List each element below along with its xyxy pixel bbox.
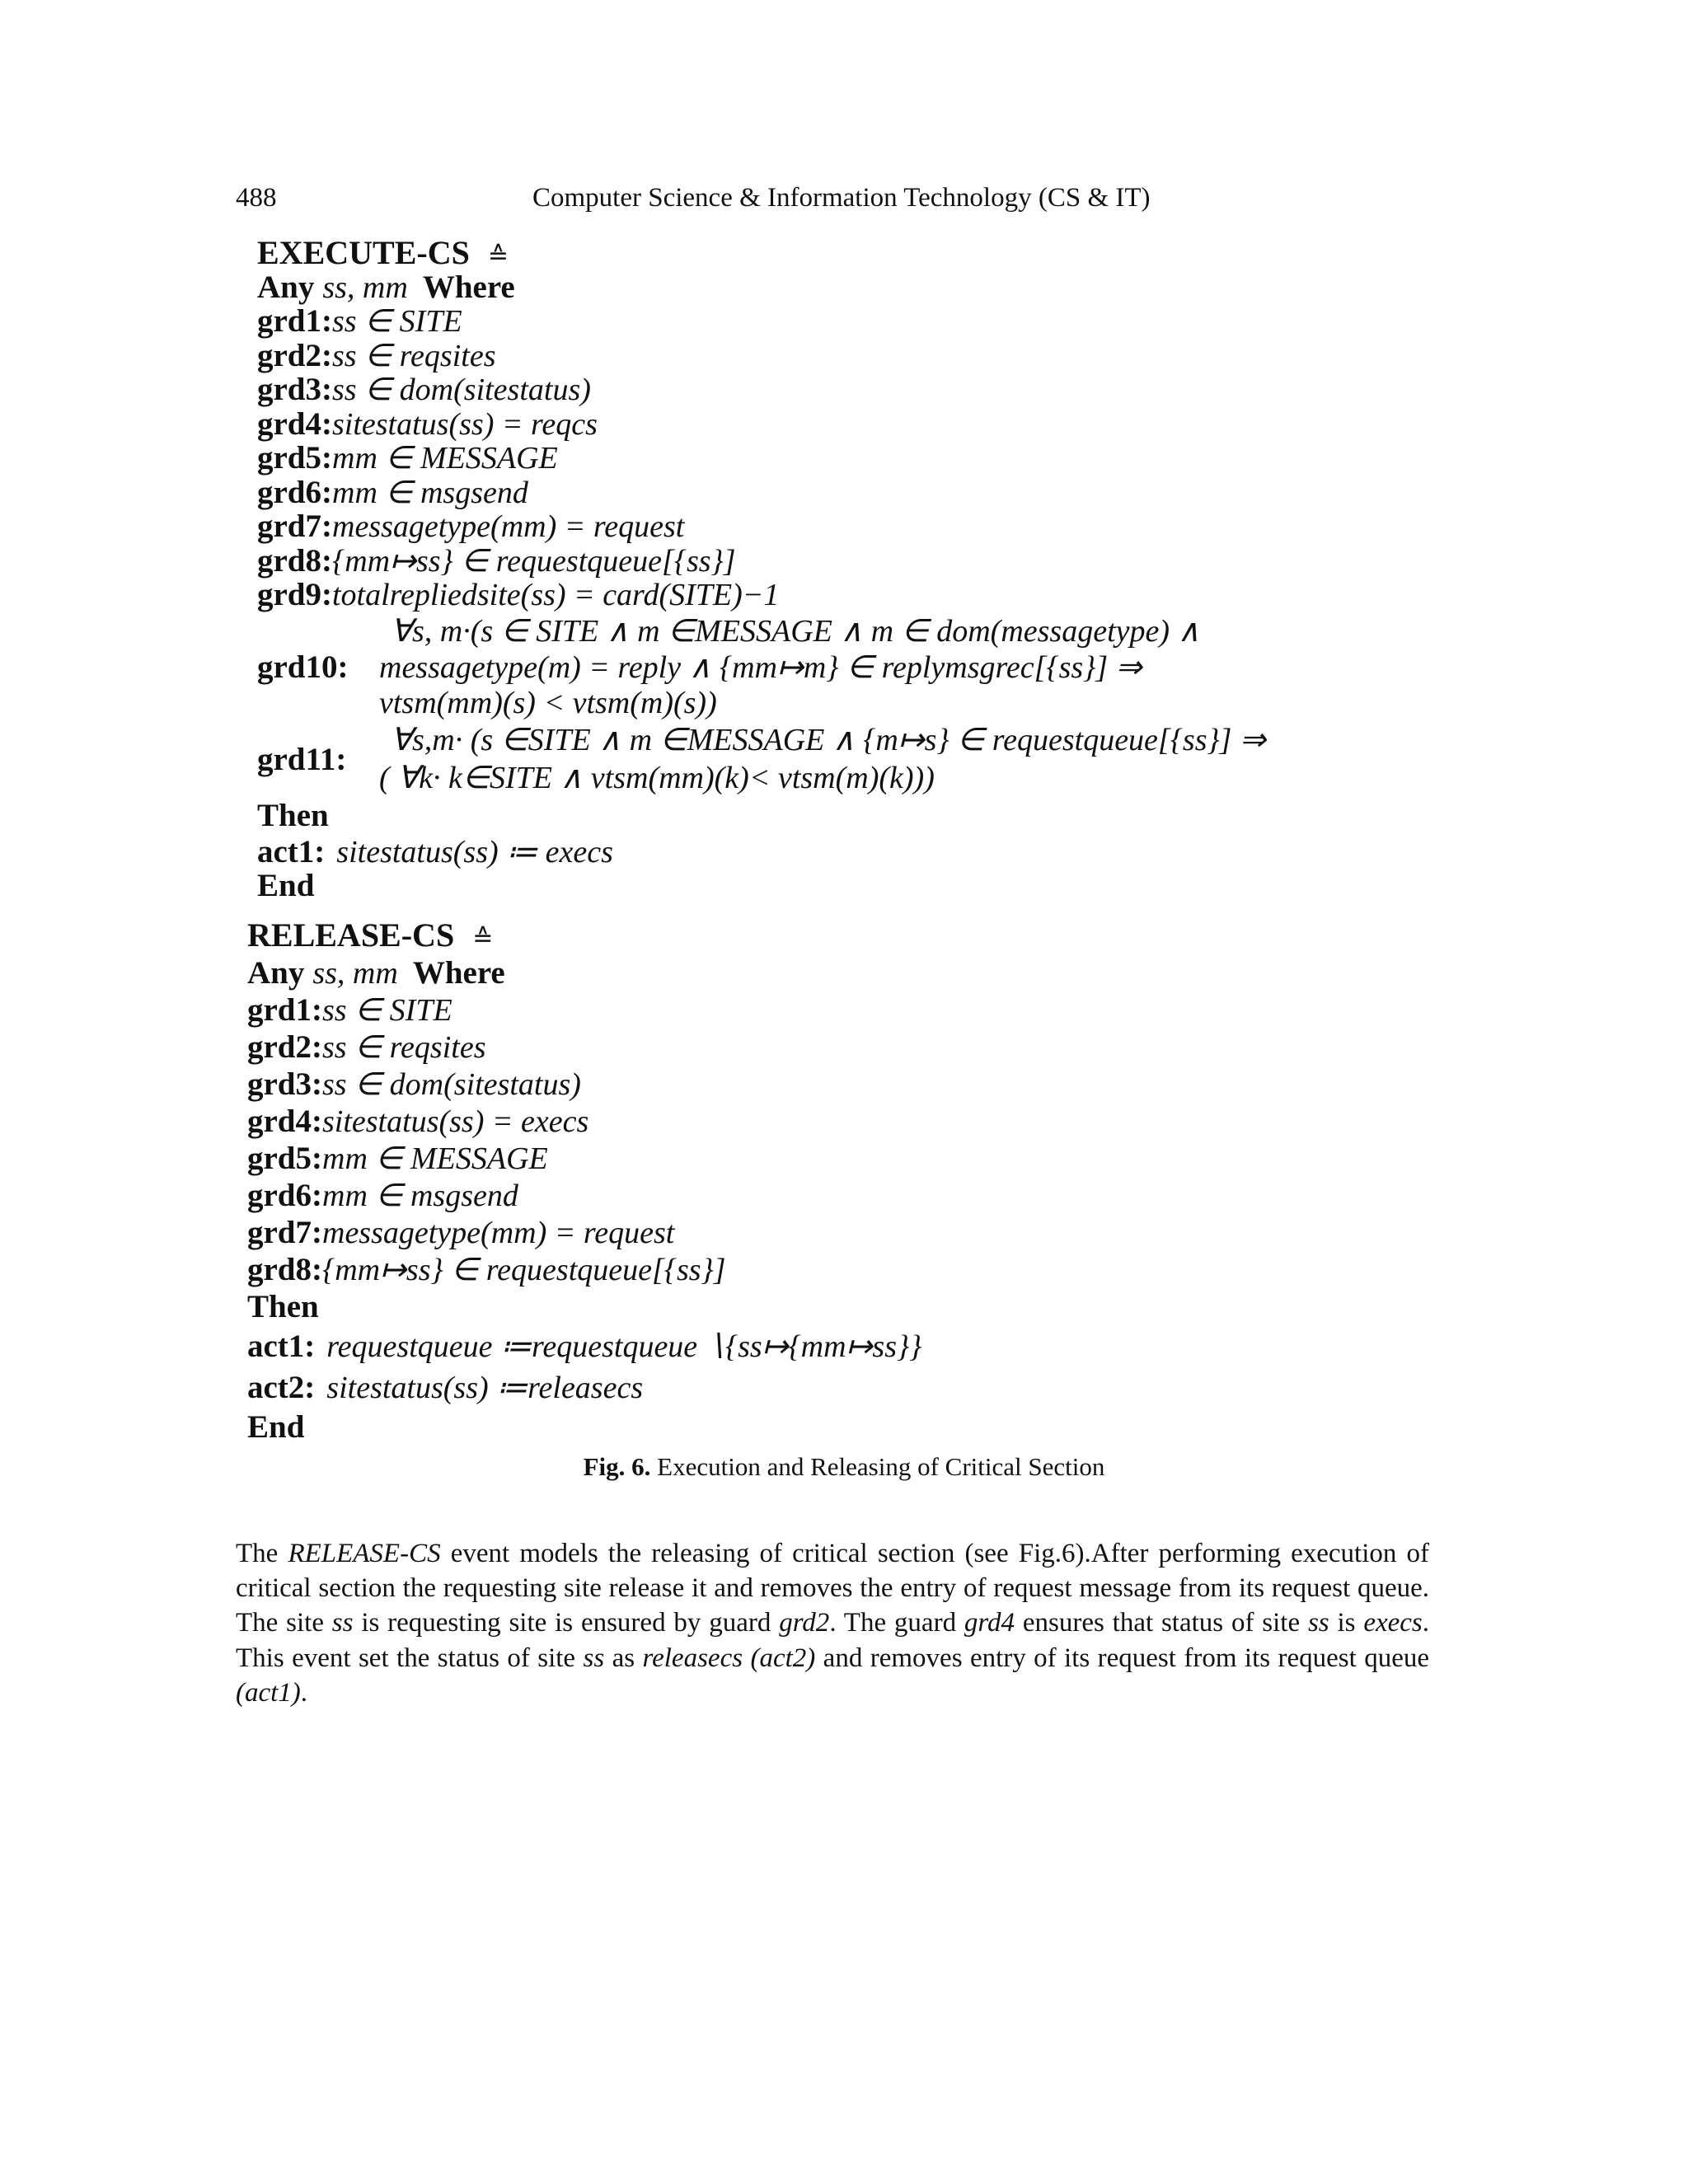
guard-expression: mm ∈ MESSAGE <box>322 1141 548 1176</box>
guard-label: grd4: <box>257 405 332 442</box>
action-label: act1: <box>247 1329 316 1364</box>
action-label: act1: <box>257 833 326 869</box>
guard-expression: sitestatus(ss) = reqcs <box>332 406 598 442</box>
guard-line <box>247 1140 1442 1177</box>
guard-line <box>247 991 1442 1029</box>
guard-line <box>257 339 1452 373</box>
guard-expression-line: ∀s, m·(s ∈ SITE ∧ m ∈MESSAGE ∧ m ∈ dom(messagetype) ∧ <box>391 613 1201 649</box>
then-keyword: Then <box>247 1289 319 1324</box>
text-run: event models the releasing of critical section (see Fig.6).After performing execution of critical section the requesting site release it and removes the entry of request message from its request queue. The site <box>236 1539 1429 1638</box>
guard-expression: ss ∈ dom(sitestatus) <box>322 1067 581 1102</box>
guard-line <box>257 578 1452 612</box>
guard-line <box>257 509 1452 544</box>
guard-label: grd8: <box>247 1252 322 1287</box>
guard-label: grd3: <box>257 372 332 407</box>
caption-text: Execution and Releasing of Critical Section <box>657 1452 1105 1481</box>
guard-label: grd9: <box>257 577 332 612</box>
figure-6 <box>247 236 1442 1455</box>
where-keyword: Where <box>422 269 515 305</box>
action-expression: sitestatus(ss) ≔ execs <box>336 834 613 869</box>
guard-line <box>257 476 1452 510</box>
emphasis-run: grd4 <box>964 1608 1015 1638</box>
guard-expression: messagetype(mm) = request <box>322 1216 675 1250</box>
event-parameters: ss, mm <box>322 269 408 305</box>
text-run: ensures that status of site <box>1015 1608 1308 1638</box>
guard-expression: mm ∈ msgsend <box>332 475 528 510</box>
guard-label: grd7: <box>257 509 332 544</box>
guard-expression: mm ∈ MESSAGE <box>332 441 558 476</box>
guard-grd11 <box>257 721 1452 797</box>
event-header <box>247 916 1442 954</box>
action-line <box>247 1367 1442 1408</box>
end-line <box>247 1408 1442 1446</box>
end-line <box>257 869 1452 903</box>
guard-label: grd1: <box>247 992 322 1028</box>
text-run: is requesting site is ensured by guard <box>353 1608 780 1638</box>
event-name: RELEASE-CS <box>247 916 455 954</box>
page-header <box>236 183 1423 224</box>
emphasis-run: ss <box>583 1643 605 1673</box>
any-keyword: Any <box>247 955 305 991</box>
action-label: act2: <box>247 1370 316 1405</box>
guard-expression: messagetype(mm) = request <box>332 509 685 544</box>
event-name: EXECUTE-CS <box>257 234 470 271</box>
guard-expression-line: ∀s,m· (s ∈SITE ∧ m ∈MESSAGE ∧ {m↦s} ∈ requestqueue[{ss}] ⇒ <box>391 722 1266 757</box>
guard-expression: ss ∈ SITE <box>332 304 462 339</box>
page-number: 488 <box>236 183 277 213</box>
guard-label: grd2: <box>257 337 332 373</box>
emphasis-run: (act1) <box>236 1677 301 1708</box>
text-run: as <box>604 1643 643 1673</box>
any-where-line <box>247 954 1442 991</box>
text-run: and removes entry of its request from its request queue <box>815 1643 1430 1673</box>
guard-label: grd8: <box>257 542 332 579</box>
action-line <box>257 835 1452 869</box>
guard-line <box>257 373 1452 407</box>
guard-line <box>247 1066 1442 1103</box>
guard-line <box>247 1029 1442 1066</box>
end-keyword: End <box>257 868 315 903</box>
event-release-cs <box>247 916 1442 1446</box>
action-expression: requestqueue ≔requestqueue ∖{ss↦{mm↦ss}} <box>326 1329 922 1364</box>
emphasis-run: ss <box>1307 1608 1329 1638</box>
action-expression: sitestatus(ss) ≔releasecs <box>326 1371 644 1405</box>
guard-expression: totalrepliedsite(ss) = card(SITE)−1 <box>332 578 780 612</box>
guard-expression: ss ∈ SITE <box>322 993 452 1028</box>
guard-label: grd2: <box>247 1029 322 1065</box>
guard-line <box>257 544 1452 579</box>
any-keyword: Any <box>257 269 315 305</box>
emphasis-run: grd2 <box>779 1608 830 1638</box>
then-line <box>257 797 1452 835</box>
guard-label: grd10: <box>257 649 349 685</box>
guard-expression: mm ∈ msgsend <box>322 1179 518 1213</box>
guard-label: grd6: <box>247 1178 322 1213</box>
definition-symbol: ≙ <box>472 925 494 952</box>
guard-expression: ss ∈ reqsites <box>332 338 496 373</box>
body-paragraph <box>236 1536 1429 1710</box>
guard-line <box>257 407 1452 442</box>
guard-expression: ss ∈ reqsites <box>322 1030 486 1065</box>
guard-line <box>247 1214 1442 1251</box>
guard-line <box>247 1177 1442 1214</box>
guard-expression: ss ∈ dom(sitestatus) <box>332 373 591 407</box>
event-parameters: ss, mm <box>312 956 398 991</box>
guard-expression: sitestatus(ss) = execs <box>322 1104 589 1139</box>
definition-symbol: ≙ <box>487 242 509 269</box>
guard-line <box>257 304 1452 339</box>
figure-caption <box>0 1452 1688 1482</box>
guard-line <box>247 1251 1442 1288</box>
text-run: . The guard <box>829 1608 964 1638</box>
end-keyword: End <box>247 1409 305 1445</box>
emphasis-run: RELEASE-CS <box>288 1539 441 1568</box>
guard-expression-line: ( ∀k· k∈SITE ∧ vtsm(mm)(k)< vtsm(m)(k))) <box>379 760 935 795</box>
guard-label: grd3: <box>247 1066 322 1102</box>
guard-expression: {mm↦ss} ∈ requestqueue[{ss}] <box>332 543 736 579</box>
emphasis-run: execs <box>1363 1608 1423 1638</box>
where-keyword: Where <box>412 955 505 991</box>
emphasis-run: releasecs (act2) <box>642 1643 816 1673</box>
emphasis-run: ss <box>331 1608 354 1638</box>
then-keyword: Then <box>257 797 329 833</box>
guard-grd10 <box>257 612 1452 721</box>
guard-label: grd1: <box>257 303 332 339</box>
guard-line <box>247 1103 1442 1140</box>
text-run: The <box>236 1539 288 1568</box>
guard-label: grd5: <box>247 1141 322 1176</box>
event-execute-cs <box>257 236 1452 903</box>
guard-label: grd5: <box>257 440 332 476</box>
text-run: is <box>1329 1608 1364 1638</box>
guard-line <box>257 441 1452 476</box>
guard-expression-line: messagetype(m) = reply ∧ {mm↦m} ∈ replymsgrec[{ss}] ⇒ <box>379 649 1142 685</box>
then-line <box>247 1288 1442 1326</box>
any-where-line <box>257 270 1452 305</box>
guard-label: grd11: <box>257 741 347 777</box>
text-run: . <box>300 1677 308 1708</box>
running-head: Computer Science & Information Technology (CS & IT) <box>532 183 1151 213</box>
guard-expression: {mm↦ss} ∈ requestqueue[{ss}] <box>322 1253 726 1287</box>
caption-label: Fig. 6. <box>583 1452 651 1481</box>
event-header <box>257 236 1452 270</box>
text-run: . This event set the status of site <box>236 1608 1429 1673</box>
guard-label: grd7: <box>247 1215 322 1250</box>
guard-label: grd4: <box>247 1104 322 1139</box>
action-line <box>247 1326 1442 1367</box>
guard-label: grd6: <box>257 474 332 510</box>
guard-expression-line: vtsm(mm)(s) < vtsm(m)(s)) <box>379 685 717 720</box>
